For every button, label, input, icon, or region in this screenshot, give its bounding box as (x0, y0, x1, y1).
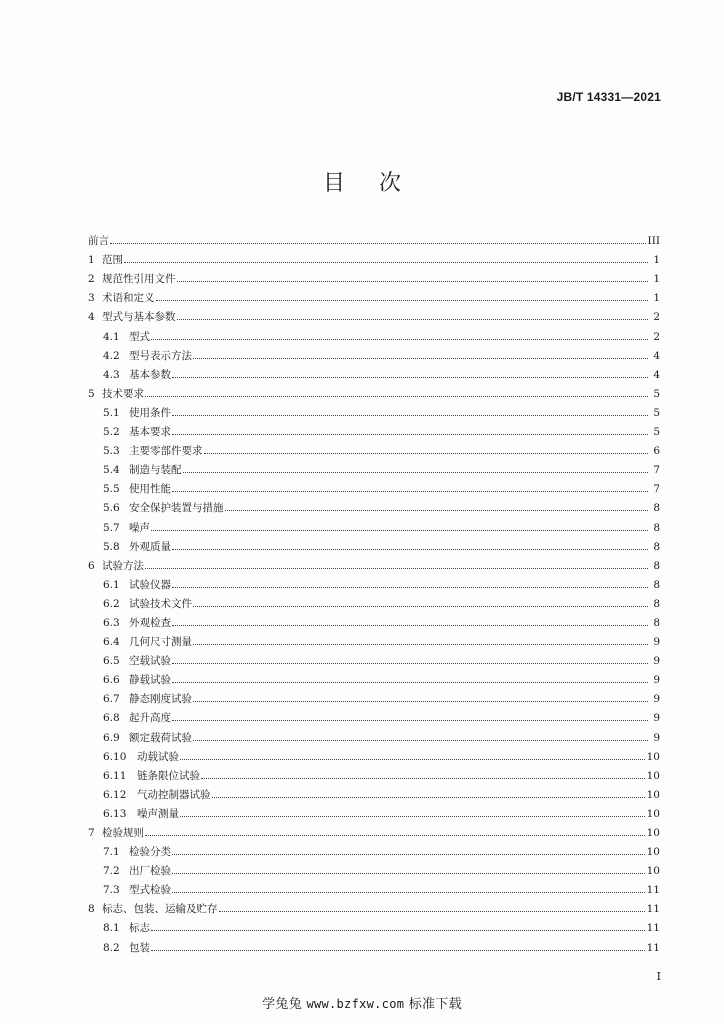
toc-entry[interactable] (88, 629, 660, 648)
toc-entry-title: 试验技术文件 (129, 597, 192, 610)
toc-entry-title: 基本要求 (129, 426, 171, 439)
toc-dot-leader (172, 377, 648, 378)
toc-entry-page: 1 (653, 273, 660, 286)
toc-entry-title: 动载试验 (137, 750, 179, 763)
toc-entry-title: 前言 (88, 235, 109, 248)
toc-entry-page: 1 (653, 292, 660, 305)
toc-entry[interactable] (88, 495, 660, 514)
toc-entry-title: 试验方法 (102, 559, 144, 572)
toc-entry[interactable] (88, 763, 660, 782)
toc-dot-leader (172, 415, 648, 416)
toc-dot-leader (172, 491, 648, 492)
toc-dot-leader (180, 759, 645, 760)
toc-entry[interactable] (88, 553, 660, 572)
toc-entry[interactable] (88, 419, 660, 438)
toc-entry-page: 8 (653, 559, 660, 572)
toc-entry-page: 11 (646, 903, 660, 916)
toc-entry-number: 6.10 (103, 750, 127, 763)
toc-dot-leader (124, 262, 648, 263)
toc-entry[interactable] (88, 247, 660, 266)
toc-entry-page: 8 (653, 502, 660, 515)
toc-dot-leader (172, 854, 645, 855)
toc-entry-number: 4.1 (103, 330, 120, 343)
toc-entry[interactable] (88, 323, 660, 342)
toc-entry[interactable] (88, 934, 660, 953)
toc-entry-page: 9 (653, 636, 660, 649)
toc-entry-page: 8 (653, 597, 660, 610)
toc-entry-title: 制造与装配 (129, 464, 182, 477)
toc-entry-page: 11 (646, 922, 660, 935)
toc-entry-title: 几何尺寸测量 (129, 636, 192, 649)
toc-entry[interactable] (88, 534, 660, 553)
toc-entry-number: 6 (88, 559, 95, 572)
toc-entry-title: 使用性能 (129, 483, 171, 496)
toc-entry-title: 型式 (129, 330, 150, 343)
toc-entry[interactable] (88, 782, 660, 801)
toc-dot-leader (151, 530, 648, 531)
footer-suffix: 标准下载 (408, 997, 462, 1012)
toc-entry-number: 4.3 (103, 368, 120, 381)
toc-dot-leader (212, 797, 645, 798)
toc-entry-page: 4 (653, 349, 660, 362)
toc-dot-leader (172, 892, 645, 893)
toc-entry-number: 7.2 (103, 865, 120, 878)
toc-entry-title: 安全保护装置与措施 (129, 502, 224, 515)
toc-entry-title: 外观质量 (129, 540, 171, 553)
toc-entry-number: 5.6 (103, 502, 120, 515)
toc-dot-leader (177, 281, 649, 282)
toc-entry-page: 10 (646, 769, 660, 782)
toc-dot-leader (193, 740, 648, 741)
toc-entry[interactable] (88, 572, 660, 591)
toc-dot-leader (151, 339, 648, 340)
toc-entry-title: 噪声测量 (137, 807, 179, 820)
toc-entry-title: 范围 (102, 254, 123, 267)
toc-entry-number: 4.2 (103, 349, 120, 362)
toc-entry-number: 8 (88, 903, 95, 916)
toc-dot-leader (172, 625, 648, 626)
toc-entry-page: 10 (646, 865, 660, 878)
toc-entry-title: 型式检验 (129, 884, 171, 897)
toc-entry[interactable] (88, 438, 660, 457)
toc-entry-page: 2 (653, 330, 660, 343)
toc-entry-title: 包装 (129, 941, 150, 954)
toc-entry-number: 6.12 (103, 788, 127, 801)
toc-entry-title: 使用条件 (129, 406, 171, 419)
toc-dot-leader (145, 396, 648, 397)
toc-entry-number: 6.4 (103, 636, 120, 649)
toc-entry-number: 5 (88, 387, 95, 400)
toc-entry-number: 1 (88, 254, 95, 267)
toc-title: 目次 (322, 171, 435, 196)
toc-entry-page: III (647, 235, 660, 248)
toc-entry[interactable] (88, 591, 660, 610)
toc-entry[interactable] (88, 610, 660, 629)
toc-entry-title: 静载试验 (129, 674, 171, 687)
toc-dot-leader (172, 434, 648, 435)
toc-entry[interactable] (88, 839, 660, 858)
toc-entry-number: 6.1 (103, 578, 120, 591)
toc-dot-leader (172, 873, 645, 874)
toc-dot-leader (177, 319, 649, 320)
toc-entry-page: 10 (646, 846, 660, 859)
toc-entry-page: 4 (653, 368, 660, 381)
toc-entry-page: 1 (653, 254, 660, 267)
toc-entry-page: 5 (653, 387, 660, 400)
toc-entry[interactable] (88, 686, 660, 705)
toc-entry-page: 10 (646, 827, 660, 839)
toc-dot-leader (180, 816, 645, 817)
toc-entry-number: 6.5 (103, 655, 120, 668)
toc-entry-number: 8.1 (103, 922, 120, 935)
toc-dot-leader (172, 720, 648, 721)
toc-entry[interactable] (88, 285, 660, 304)
toc-entry-page: 10 (646, 807, 660, 820)
toc-dot-leader (172, 549, 648, 550)
toc-entry[interactable] (88, 744, 660, 763)
toc-entry-number: 5.7 (103, 521, 120, 534)
toc-dot-leader (225, 510, 649, 511)
toc-entry-number: 6.2 (103, 597, 120, 610)
footer-site: www.bzfxw.com (306, 997, 405, 1011)
toc-entry-number: 2 (88, 273, 95, 286)
toc-entry-title: 检验分类 (129, 846, 171, 859)
toc-entry-number: 6.6 (103, 674, 120, 687)
standard-code: JB/T 14331—2021 (556, 90, 661, 104)
toc-entry-title: 技术要求 (102, 387, 144, 400)
toc-entry[interactable] (88, 915, 660, 934)
toc-entry-title: 静态刚度试验 (129, 693, 192, 706)
toc-entry-number: 5.2 (103, 426, 120, 439)
toc-entry-page: 8 (653, 616, 660, 629)
toc-entry[interactable] (88, 457, 660, 476)
toc-entry-number: 6.8 (103, 712, 120, 725)
toc-entry-page: 7 (653, 464, 660, 477)
toc-entry-number: 5.1 (103, 406, 120, 419)
toc-entry-number: 5.3 (103, 445, 120, 458)
footer-prefix: 学兔兔 (262, 997, 302, 1012)
toc-entry-title: 规范性引用文件 (102, 273, 176, 286)
toc-entry-title: 型号表示方法 (129, 349, 192, 362)
toc-dot-leader (204, 453, 649, 454)
toc-dot-leader (193, 701, 648, 702)
toc-entry[interactable] (88, 858, 660, 877)
toc-dot-leader (172, 587, 648, 588)
toc-entry-page: 9 (653, 712, 660, 725)
toc-entry-number: 6.13 (103, 807, 127, 820)
toc-entry-number: 7.1 (103, 846, 120, 859)
toc-entry-number: 7.3 (103, 884, 120, 897)
toc-entry[interactable] (88, 705, 660, 724)
toc-entry-title: 起升高度 (129, 712, 171, 725)
toc-entry[interactable] (88, 667, 660, 686)
toc-dot-leader (110, 243, 646, 244)
toc-entry[interactable] (88, 400, 660, 419)
toc-entry[interactable] (88, 266, 660, 285)
toc-entry[interactable] (88, 514, 660, 533)
toc-entry-page: 9 (653, 693, 660, 706)
toc-entry-title: 外观检查 (129, 616, 171, 629)
toc-entry[interactable] (88, 724, 660, 743)
toc-entry-title: 出厂检验 (129, 865, 171, 878)
toc-entry[interactable] (88, 801, 660, 820)
toc-entry-page: 8 (653, 521, 660, 534)
toc-dot-leader (172, 663, 648, 664)
toc-dot-leader (145, 568, 648, 569)
toc-entry-title: 额定载荷试验 (129, 731, 192, 744)
toc-entry-number: 4 (88, 311, 95, 324)
toc-entry-page: 8 (653, 578, 660, 591)
toc-entry-title: 试验仪器 (129, 578, 171, 591)
toc-entry[interactable] (88, 343, 660, 362)
toc-entry-page: 11 (646, 941, 660, 954)
toc-entry-page: 10 (646, 788, 660, 801)
toc-entry-title: 标志 (129, 922, 150, 935)
toc-dot-leader (172, 682, 648, 683)
toc-dot-leader (201, 778, 645, 779)
toc-entry[interactable] (88, 877, 660, 896)
page-number: I (656, 970, 661, 983)
toc-entry-number: 6.9 (103, 731, 120, 744)
toc-entry-title: 链条限位试验 (137, 769, 200, 782)
toc-entry-number: 6.7 (103, 693, 120, 706)
toc-entry-number: 5.5 (103, 483, 120, 496)
toc-entry-number: 5.8 (103, 540, 120, 553)
toc-entry-page: 5 (653, 426, 660, 439)
toc-entry-number: 3 (88, 292, 95, 305)
toc-entry-page: 9 (653, 655, 660, 668)
toc-dot-leader (193, 606, 648, 607)
toc-entry-title: 型式与基本参数 (102, 311, 176, 324)
toc-entry-number: 6.3 (103, 616, 120, 629)
toc-entry-title: 噪声 (129, 521, 150, 534)
toc-dot-leader (193, 644, 648, 645)
toc-entry-page: 10 (646, 750, 660, 763)
toc-entry[interactable] (88, 476, 660, 495)
toc-dot-leader (151, 950, 645, 951)
toc-entry-title: 气动控制器试验 (137, 788, 211, 801)
toc-entry-page: 5 (653, 406, 660, 419)
toc-dot-leader (193, 358, 648, 359)
footer-watermark (0, 993, 724, 1012)
toc-entry-page: 2 (653, 311, 660, 324)
toc-entry-title: 术语和定义 (102, 292, 155, 305)
toc-entry-number: 5.4 (103, 464, 120, 477)
toc-entry-title: 主要零部件要求 (129, 445, 203, 458)
toc-entry-page: 11 (646, 884, 660, 897)
toc-entry[interactable] (88, 820, 660, 839)
table-of-contents (88, 228, 660, 954)
toc-entry-page: 7 (653, 483, 660, 496)
toc-entry[interactable] (88, 228, 660, 247)
toc-entry[interactable] (88, 362, 660, 381)
toc-dot-leader (156, 300, 649, 301)
toc-dot-leader (219, 911, 645, 912)
toc-dot-leader (145, 835, 645, 836)
toc-entry[interactable] (88, 304, 660, 323)
toc-entry-number: 6.11 (103, 769, 127, 782)
toc-entry-page: 8 (653, 540, 660, 553)
toc-dot-leader (151, 930, 645, 931)
toc-entry[interactable] (88, 381, 660, 400)
toc-entry-page: 6 (653, 445, 660, 458)
toc-entry[interactable] (88, 896, 660, 915)
toc-dot-leader (183, 472, 649, 473)
toc-entry-number: 8.2 (103, 941, 120, 954)
toc-entry-title: 基本参数 (129, 368, 171, 381)
toc-entry-title: 标志、包装、运输及贮存 (102, 903, 218, 916)
toc-entry[interactable] (88, 648, 660, 667)
toc-entry-page: 9 (653, 731, 660, 744)
toc-entry-page: 9 (653, 674, 660, 687)
toc-entry-number: 7 (88, 827, 95, 839)
toc-entry-title: 检验规则 (102, 827, 144, 839)
toc-entry-title: 空载试验 (129, 655, 171, 668)
